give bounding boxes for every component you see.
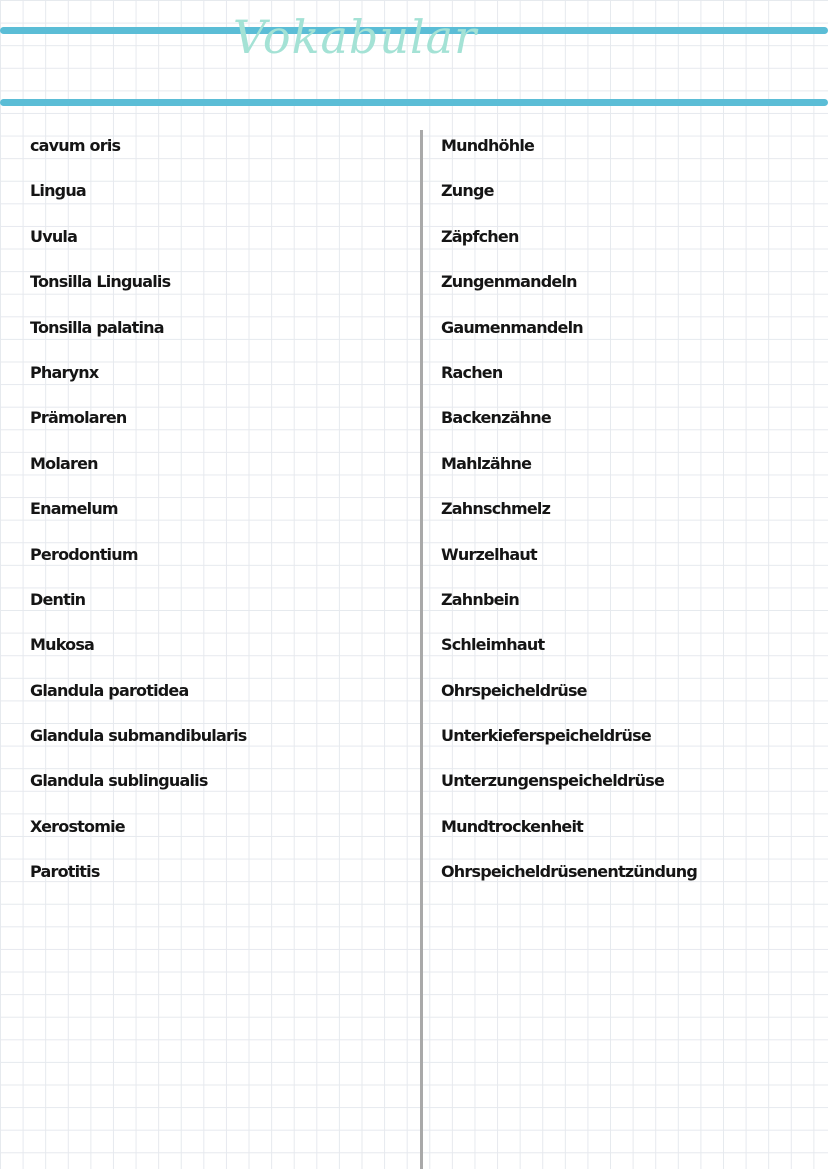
german-term: Ohrspeicheldrüsenentzündung bbox=[441, 862, 697, 882]
latin-term: Parotitis bbox=[30, 862, 100, 882]
latin-term: Glandula submandibularis bbox=[30, 726, 247, 746]
german-terms-column bbox=[441, 133, 821, 905]
latin-term: Glandula sublingualis bbox=[30, 771, 208, 791]
german-term: Wurzelhaut bbox=[441, 544, 537, 564]
latin-term: Prämolaren bbox=[30, 408, 127, 428]
latin-term: Lingua bbox=[30, 181, 86, 201]
german-term: Backenzähne bbox=[441, 408, 551, 428]
german-term: Mahlzähne bbox=[441, 453, 532, 473]
latin-term: Dentin bbox=[30, 589, 86, 609]
latin-term: Tonsilla palatina bbox=[30, 317, 164, 337]
german-term: Ohrspeicheldrüse bbox=[441, 680, 587, 700]
latin-term: Glandula parotidea bbox=[30, 680, 189, 700]
german-term: Zahnbein bbox=[441, 589, 519, 609]
german-term: Unterkieferspeicheldrüse bbox=[441, 726, 651, 746]
latin-term: Enamelum bbox=[30, 499, 118, 519]
latin-term: Xerostomie bbox=[30, 816, 125, 836]
german-term: Zungenmandeln bbox=[441, 272, 577, 292]
german-term: Rachen bbox=[441, 362, 503, 382]
latin-term: Uvula bbox=[30, 226, 78, 246]
german-term: Gaumenmandeln bbox=[441, 317, 583, 337]
latin-term: Pharynx bbox=[30, 362, 99, 382]
german-term: Zäpfchen bbox=[441, 226, 519, 246]
latin-term: Perodontium bbox=[30, 544, 138, 564]
page-title: Vokabular bbox=[232, 10, 478, 64]
header-rule-bottom bbox=[0, 99, 828, 106]
latin-term: Tonsilla Lingualis bbox=[30, 272, 171, 292]
latin-term: cavum oris bbox=[30, 136, 121, 155]
german-term: Zahnschmelz bbox=[441, 499, 551, 519]
latin-term: Mukosa bbox=[30, 635, 95, 655]
german-term: Unterzungenspeicheldrüse bbox=[441, 771, 664, 791]
german-term: Schleimhaut bbox=[441, 635, 545, 655]
latin-term: Molaren bbox=[30, 453, 98, 473]
column-divider bbox=[420, 130, 423, 1169]
german-term: Mundhöhle bbox=[441, 136, 535, 155]
latin-terms-column bbox=[30, 133, 410, 905]
german-term: Mundtrockenheit bbox=[441, 816, 584, 836]
german-term: Zunge bbox=[441, 181, 494, 201]
